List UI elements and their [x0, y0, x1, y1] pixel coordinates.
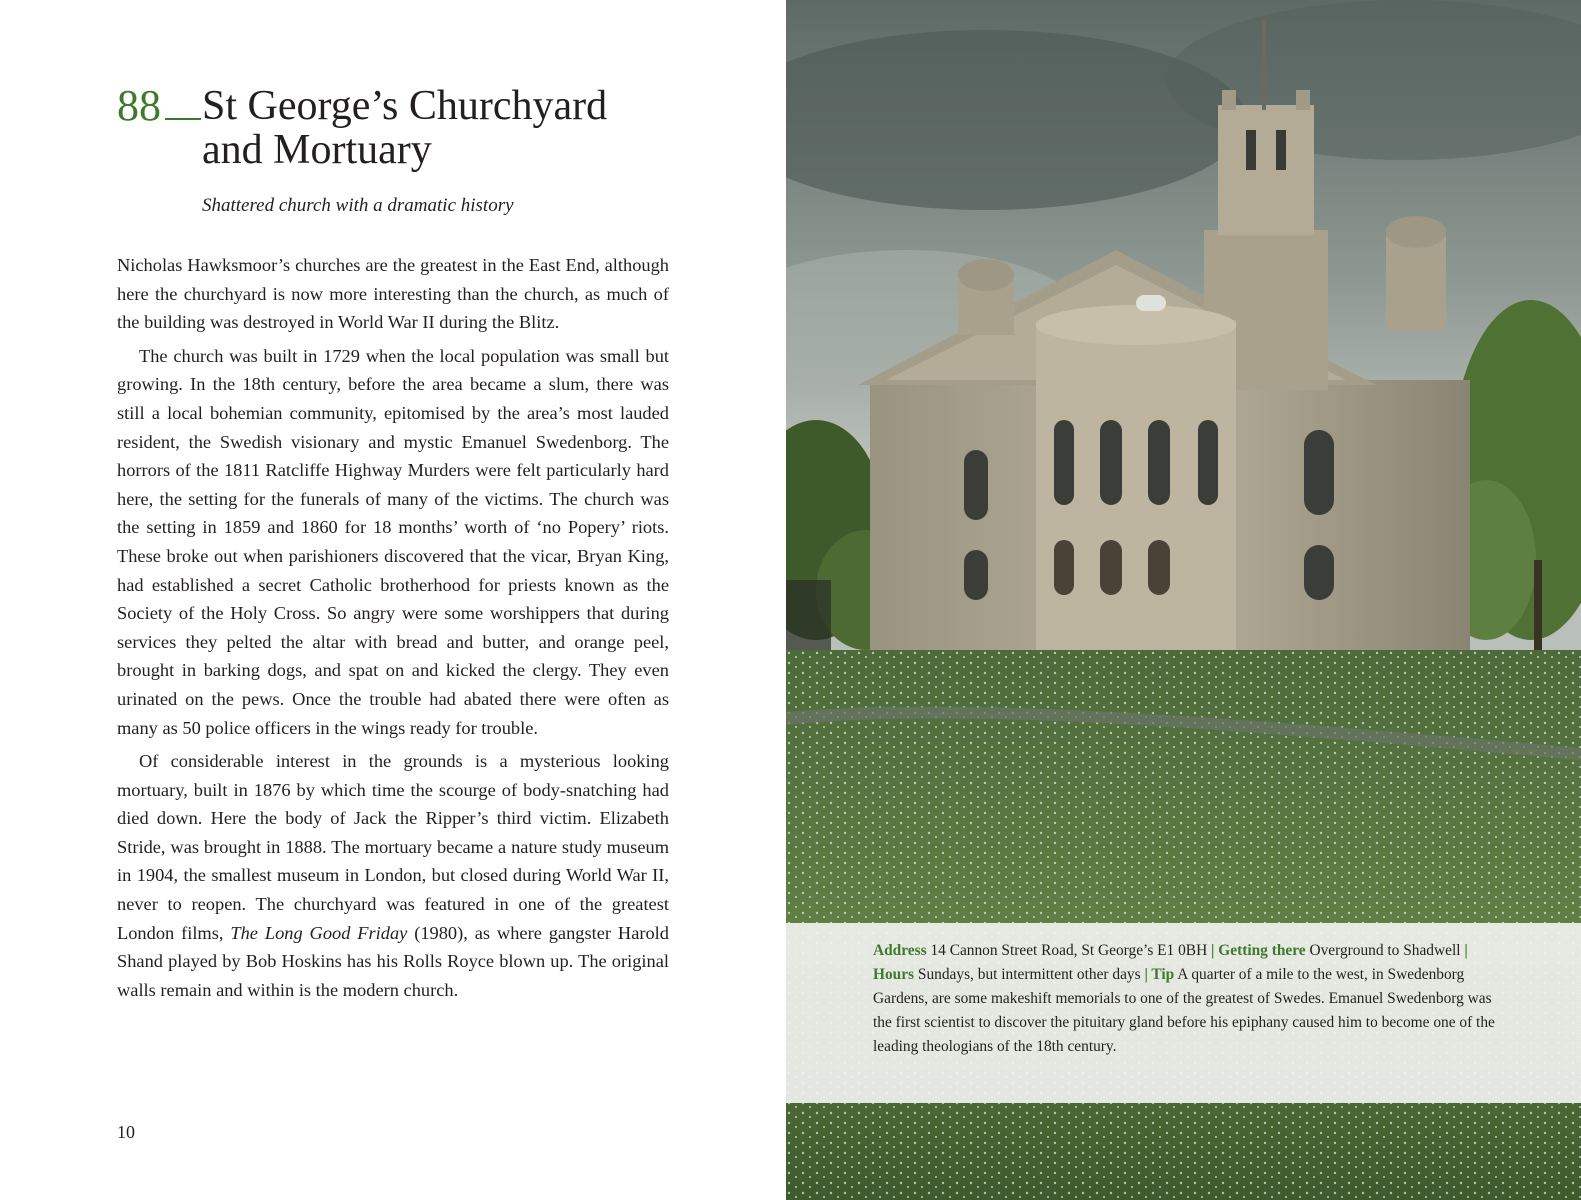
number-rule	[165, 118, 201, 120]
entry-number: 88	[117, 81, 161, 130]
paragraph-2: The church was built in 1729 when the local population was small but growing. In the 18th century, before the area became a slum, there was still a local bohemian community, epitomised by the area’s most lauded resident, the Swedish visionary and mystic Emanuel Swedenborg. The horrors of the 1811 Ratcliffe Highway Murders were felt particularly hard here, the setting for the funerals of many of the victims. The church was the setting in 1859 and 1860 for 18 months’ worth of ‘no Popery’ riots. These broke out when parishioners discovered that the vicar, Bryan King, had established a secret Catholic brotherhood for priests known as the Society of the Holy Cross. So angry were some worshippers that during services they pelted the altar with bread and butter, and orange peel, brought in barking dogs, and spat on and kicked the clergy. They even urinated on the pews. Once the trouble had abated there were often as many as 50 police officers in the wings ready for trouble.	[117, 345, 669, 738]
page-number: 10	[117, 1122, 135, 1142]
title-line-2: and Mortuary	[202, 127, 432, 173]
paragraph-3-start: Of considerable interest in the grounds is a mysterious looking mortuary, built in 1876 by which time the scourge of body-snatching had died down. Here the body of Jack the Ripper’s third victim. Elizabeth Stride, was brought in 1888. The mortuary became a nature study museum in 1904, the smallest museum in London, but closed during World War II, never to reopen. The churchyard was featured in one of the greatest London films,	[117, 751, 669, 943]
title-line-1: St George’s Churchyard	[202, 83, 608, 129]
separator: |	[1464, 942, 1468, 959]
separator: |	[1211, 942, 1215, 959]
page-title	[202, 84, 672, 172]
info-box	[786, 923, 1581, 1103]
getting-there-value: Overground to Shadwell	[1305, 942, 1465, 959]
address-value: 14 Cannon Street Road, St George’s E1 0BH	[926, 942, 1212, 959]
tip-label: Tip	[1147, 966, 1175, 983]
hours-label: Hours	[873, 966, 915, 983]
paragraph-3-end: (1980), as where gangster Harold Shand played by Bob Hoskins has his Rolls Royce blown up. The original walls remain and within is the modern church.	[117, 922, 669, 1000]
left-page	[0, 0, 790, 1200]
film-title: The Long Good Friday	[230, 922, 408, 943]
address-label: Address	[873, 942, 927, 959]
paragraph-3	[117, 747, 669, 1004]
getting-there-label: Getting there	[1214, 942, 1306, 959]
subtitle: Shattered church with a dramatic history	[202, 195, 514, 216]
tip-value: A quarter of a mile to the west, in Swedenborg Gardens, are some makeshift memorials to one of the greatest of Swedes. Emanuel Swedenborg was the first scientist to discover the pituitary gland before his epiphany caused him to become one of the leading theologians of the 18th century.	[873, 966, 1495, 1055]
body-text	[117, 251, 669, 1004]
hours-value: Sundays, but intermittent other days	[914, 966, 1145, 983]
paragraph-1: Nicholas Hawksmoor’s churches are the greatest in the East End, although here the churchyard is now more interesting than the church, as much of the building was destroyed in World War II during the Blitz.	[117, 255, 669, 333]
right-page	[786, 0, 1581, 1200]
separator: |	[1144, 966, 1148, 983]
